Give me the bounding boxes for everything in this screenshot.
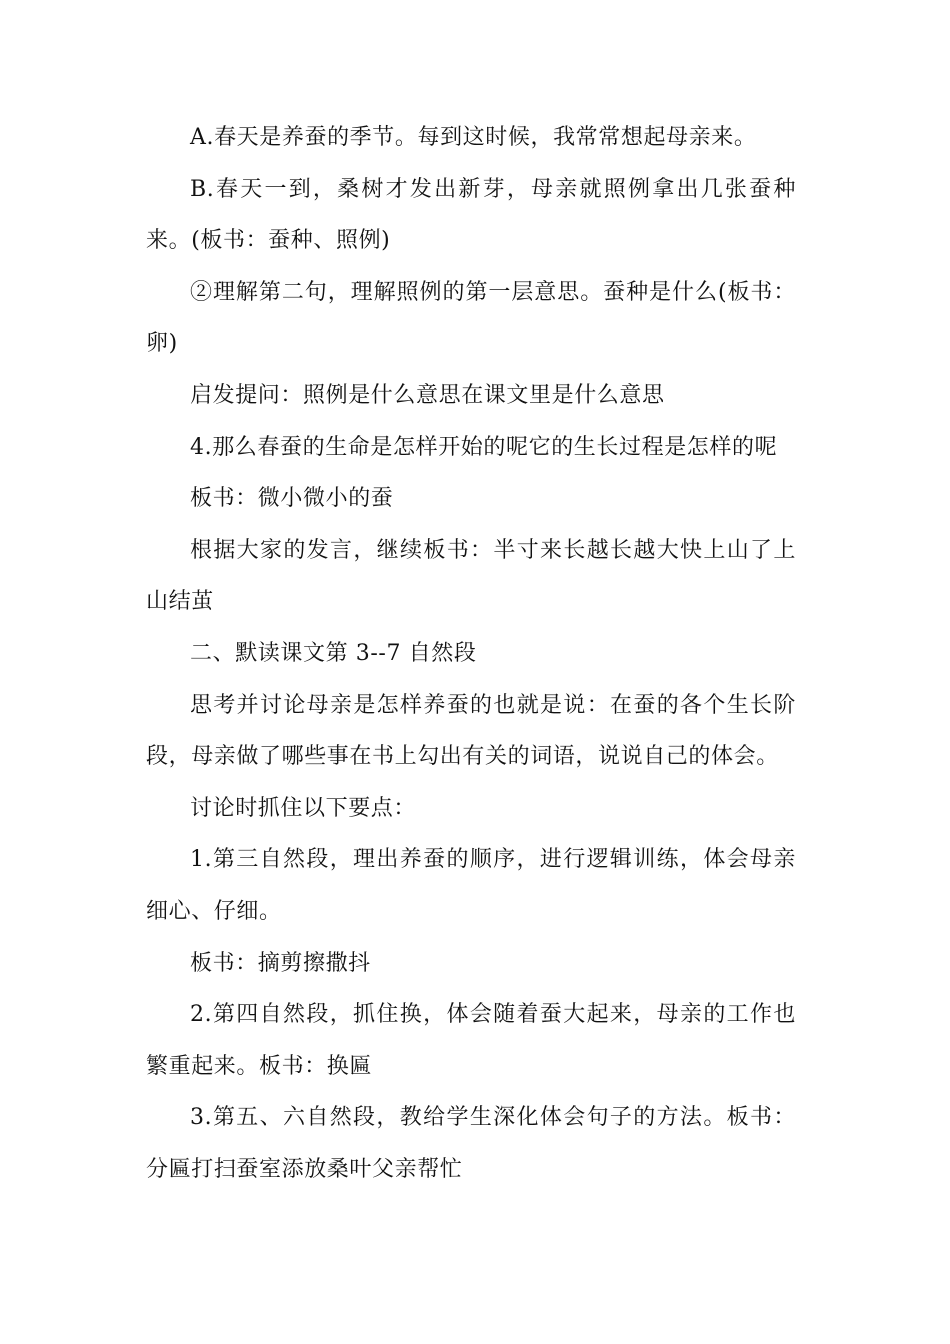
paragraph-board-growth: 根据大家的发言，继续板书：半寸来长越长越大快上山了上山结茧 bbox=[146, 537, 796, 615]
paragraph-key-points: 讨论时抓住以下要点： bbox=[190, 795, 417, 821]
paragraph-board-actions: 板书：摘剪擦撒抖 bbox=[190, 950, 371, 976]
document-page bbox=[146, 112, 796, 1195]
paragraph-silkworm-eggs: B.春天一到，桑树才发出新芽，母亲就照例拿出几张蚕种来。(板书：蚕种、照例) bbox=[146, 176, 796, 254]
paragraph-discussion: 思考并讨论母亲是怎样养蚕的也就是说：在蚕的各个生长阶段，母亲做了哪些事在书上勾出有关的词语，说说自己的体会。 bbox=[146, 692, 796, 770]
paragraph-question: 启发提问：照例是什么意思在课文里是什么意思 bbox=[190, 382, 665, 408]
paragraph-life-begin: 4.那么春蚕的生命是怎样开始的呢它的生长过程是怎样的呢 bbox=[190, 434, 778, 460]
paragraph-third-section: 1.第三自然段，理出养蚕的顺序，进行逻辑训练，体会母亲细心、仔细。 bbox=[146, 847, 796, 924]
paragraph-spring-season: A.春天是养蚕的季节。每到这时候，我常常想起母亲来。 bbox=[190, 125, 757, 150]
section-heading-silent-reading: 二、默读课文第 3--7 自然段 bbox=[190, 640, 477, 666]
paragraph-fourth-section: 2.第四自然段，抓住换，体会随着蚕大起来，母亲的工作也繁重起来。板书：换匾 bbox=[146, 1002, 796, 1079]
paragraph-fifth-sixth-section: 3.第五、六自然段，教给学生深化体会句子的方法。板书：分匾打扫蚕室添放桑叶父亲帮忙 bbox=[146, 1105, 796, 1182]
paragraph-board-tiny: 板书：微小微小的蚕 bbox=[190, 486, 394, 512]
paragraph-second-sentence: ②理解第二句，理解照例的第一层意思。蚕种是什么(板书：卵) bbox=[146, 279, 796, 357]
